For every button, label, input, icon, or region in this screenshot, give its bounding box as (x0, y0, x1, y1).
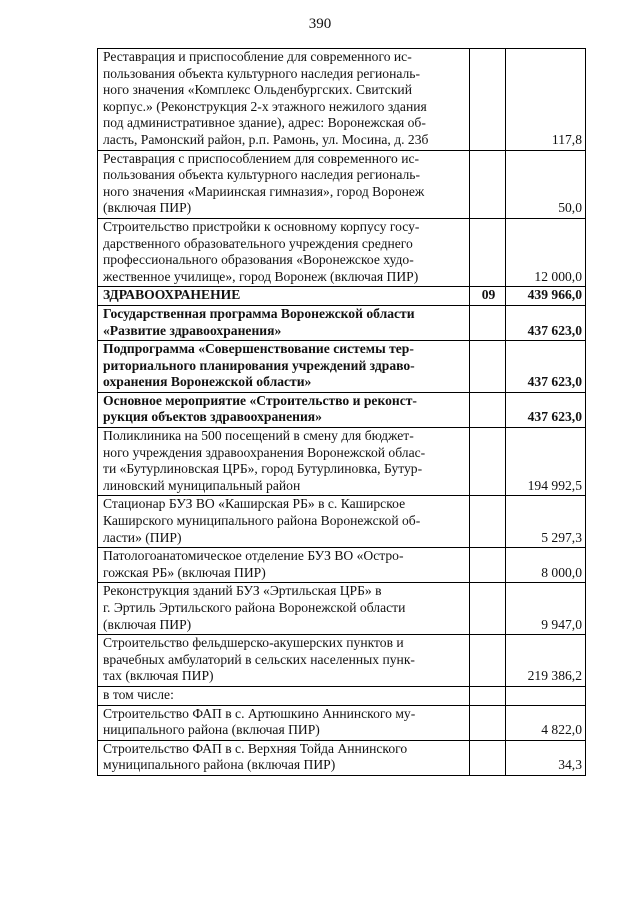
section-code-cell (470, 428, 506, 496)
item-name-cell: Строительство ФАП в с. Верхняя Тойда Аннинского муниципального района (включая ПИР) (98, 740, 470, 775)
table-row (98, 635, 586, 687)
item-name-cell: Поликлиника на 500 посещений в смену для бюджет- ного учреждения здравоохранения Воронежской облас- ти «Бутурлиновская ЦРБ», город Бутурлиновка, Бутур- линовский муниципальный район (98, 428, 470, 496)
amount-cell: 9 947,0 (506, 583, 586, 635)
section-code-cell (470, 635, 506, 687)
table-row (98, 548, 586, 583)
table-row (98, 496, 586, 548)
section-code-cell (470, 705, 506, 740)
table-row (98, 287, 586, 306)
section-code-cell (470, 686, 506, 705)
item-name-cell: Стационар БУЗ ВО «Каширская РБ» в с. Каширское Каширского муниципального района Воронежской об- ласти» (ПИР) (98, 496, 470, 548)
section-code-cell (470, 583, 506, 635)
amount-cell: 437 623,0 (506, 392, 586, 427)
section-code-cell (470, 548, 506, 583)
page-number: 390 (308, 16, 332, 32)
amount-cell: 12 000,0 (506, 218, 586, 286)
section-code-cell (470, 392, 506, 427)
amount-cell (506, 686, 586, 705)
budget-table-body (98, 49, 586, 776)
item-name-cell: Основное мероприятие «Строительство и реконст- рукция объектов здравоохранения» (98, 392, 470, 427)
table-row (98, 341, 586, 393)
table-row (98, 150, 586, 218)
amount-cell: 8 000,0 (506, 548, 586, 583)
amount-cell: 437 623,0 (506, 341, 586, 393)
section-code-cell (470, 496, 506, 548)
item-name-cell: ЗДРАВООХРАНЕНИЕ (98, 287, 470, 306)
section-code-cell: 09 (470, 287, 506, 306)
item-name-cell: Патологоанатомическое отделение БУЗ ВО «Остро- гожская РБ» (включая ПИР) (98, 548, 470, 583)
section-code-cell (470, 341, 506, 393)
budget-table (97, 48, 586, 776)
section-code-cell (470, 740, 506, 775)
item-name-cell: Строительство ФАП в с. Артюшкино Аннинского му- ниципального района (включая ПИР) (98, 705, 470, 740)
amount-cell: 117,8 (506, 49, 586, 151)
amount-cell: 4 822,0 (506, 705, 586, 740)
item-name-cell: Реставрация с приспособлением для современного ис- пользования объекта культурного наследия региональ- ного значения «Мариинская гимназия», город Воронеж (включая ПИР) (98, 150, 470, 218)
section-code-cell (470, 218, 506, 286)
amount-cell: 50,0 (506, 150, 586, 218)
amount-cell: 219 386,2 (506, 635, 586, 687)
section-code-cell (470, 49, 506, 151)
item-name-cell: в том числе: (98, 686, 470, 705)
item-name-cell: Строительство пристройки к основному корпусу госу- дарственного образовательного учреждения среднего профессионального образования «Воронежское худо- жественное училище», город Воронеж (включая ПИР) (98, 218, 470, 286)
section-code-cell (470, 150, 506, 218)
amount-cell: 194 992,5 (506, 428, 586, 496)
table-row (98, 49, 586, 151)
table-row (98, 392, 586, 427)
amount-cell: 439 966,0 (506, 287, 586, 306)
table-row (98, 428, 586, 496)
section-code-cell (470, 305, 506, 340)
table-row (98, 583, 586, 635)
amount-cell: 34,3 (506, 740, 586, 775)
table-row (98, 686, 586, 705)
table-row (98, 305, 586, 340)
amount-cell: 5 297,3 (506, 496, 586, 548)
item-name-cell: Реконструкция зданий БУЗ «Эртильская ЦРБ» в г. Эртиль Эртильского района Воронежской области (включая ПИР) (98, 583, 470, 635)
item-name-cell: Реставрация и приспособление для современного ис- пользования объекта культурного наследия региональ- ного значения «Комплекс Ольденбургских. Свитский корпус.» (Реконструкция 2-х этажного нежилого здания под административное здание), адрес: Воронежская об- ласть, Рамонский район, р.п. Рамонь, ул. Мосина, д. 23б (98, 49, 470, 151)
item-name-cell: Подпрограмма «Совершенствование системы тер- риториального планирования учреждений здраво- охранения Воронежской области» (98, 341, 470, 393)
amount-cell: 437 623,0 (506, 305, 586, 340)
item-name-cell: Государственная программа Воронежской области «Развитие здравоохранения» (98, 305, 470, 340)
table-row (98, 740, 586, 775)
table-row (98, 218, 586, 286)
item-name-cell: Строительство фельдшерско-акушерских пунктов и врачебных амбулаторий в сельских населенных пунк- тах (включая ПИР) (98, 635, 470, 687)
table-row (98, 705, 586, 740)
